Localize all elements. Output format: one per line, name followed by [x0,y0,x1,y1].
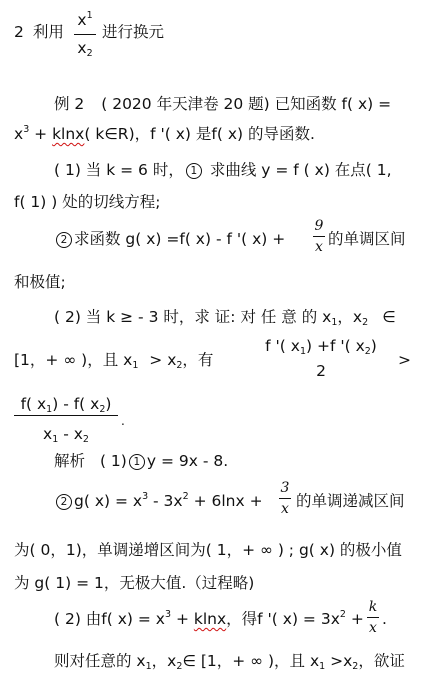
solution-line-1: 解析 ( 1) 1 y = 9x - 8. [54,452,229,470]
section-heading [14,22,64,42]
solution-line-5: ( 2) 由f( $x) = x^3 + klnx$，得f '( $x) = 3x^2$ + [54,609,364,628]
heading-prefix: 利用 [32,23,64,41]
q1-line-1: ( 1) 当 k = 6 时， 1 求曲线 y = f ( x) 在点( 1, [54,161,392,179]
circled-number-2: 2 [56,494,72,510]
solution-line-2-tail: 的单调递减区间 [296,492,405,510]
solution-line-4: 为 g( 1) = 1，无极大值.（过程略) [14,574,255,592]
section-number: 2 [14,23,24,41]
q2-fraction-2: f( $x_1) - f$( $x_2$) $x_1 - x_2$ [12,394,120,444]
trailing-period: . [121,414,125,428]
klnx-term: klnx [52,125,85,143]
heading-suffix: 进行换元 [102,23,165,41]
circled-number-1: 1 [129,454,145,470]
example-source: ( 2020 年天津卷 20 题) 已知函数 f( x) = [101,95,392,113]
example-line-2: $x^3 + klnx$( k∈R)，f '( x) 是f( x) 的导函数. [14,124,315,143]
heading-fraction: $x^1$ $x_2$ [72,10,98,58]
solution-line-5-end: . [382,610,387,628]
q1-line-3: 2 求函数 g( x) =f( x) - f '( x) + [54,229,285,249]
greater-than: > [398,351,411,369]
klnx-term: klnx [193,610,227,628]
q1-line-4: 和极值; [14,273,66,291]
q1-fraction: 9 x [314,218,324,255]
q2-line-1: ( 2) 当 k ≥ - 3 时，求 证: 对 任 意 的 $x_1$，$x_2$ ∈ [54,308,396,328]
solution-line-6: 则对任意的 $x_1$，$x_2\in$ [1，+ ∞ )，且 $x_1 >x_2$，欲证 [54,652,405,672]
example-line-1 [54,94,391,114]
solution-line-2: 2 g( $x) = x^3 - 3x^2 + 6\ln x$ + [54,491,263,511]
solution-line-3: 为( 0，1)，单调递增区间为( 1，+ ∞ ) ; g( x) 的极小值 [14,541,402,559]
q1-line-2: f( 1) ) 处的切线方程; [14,193,161,211]
fraction-bar [74,34,96,35]
q2-line-2: [1，+ ∞ )，且 $x_1 > x_2$，有 [14,351,214,371]
example-label: 例 2 [54,95,85,113]
solution-fraction: 3 x [280,480,290,517]
circled-number-1: 1 [186,163,202,179]
circled-number-2: 2 [56,232,72,248]
solution-fraction-k: k x [368,599,378,636]
solution-label: 解析 [54,452,86,470]
q1-line-3-tail: 的单调区间 [328,230,406,248]
q2-fraction-1: f '( $x_1) +f$ '( $x_2$) 2 [265,337,377,380]
